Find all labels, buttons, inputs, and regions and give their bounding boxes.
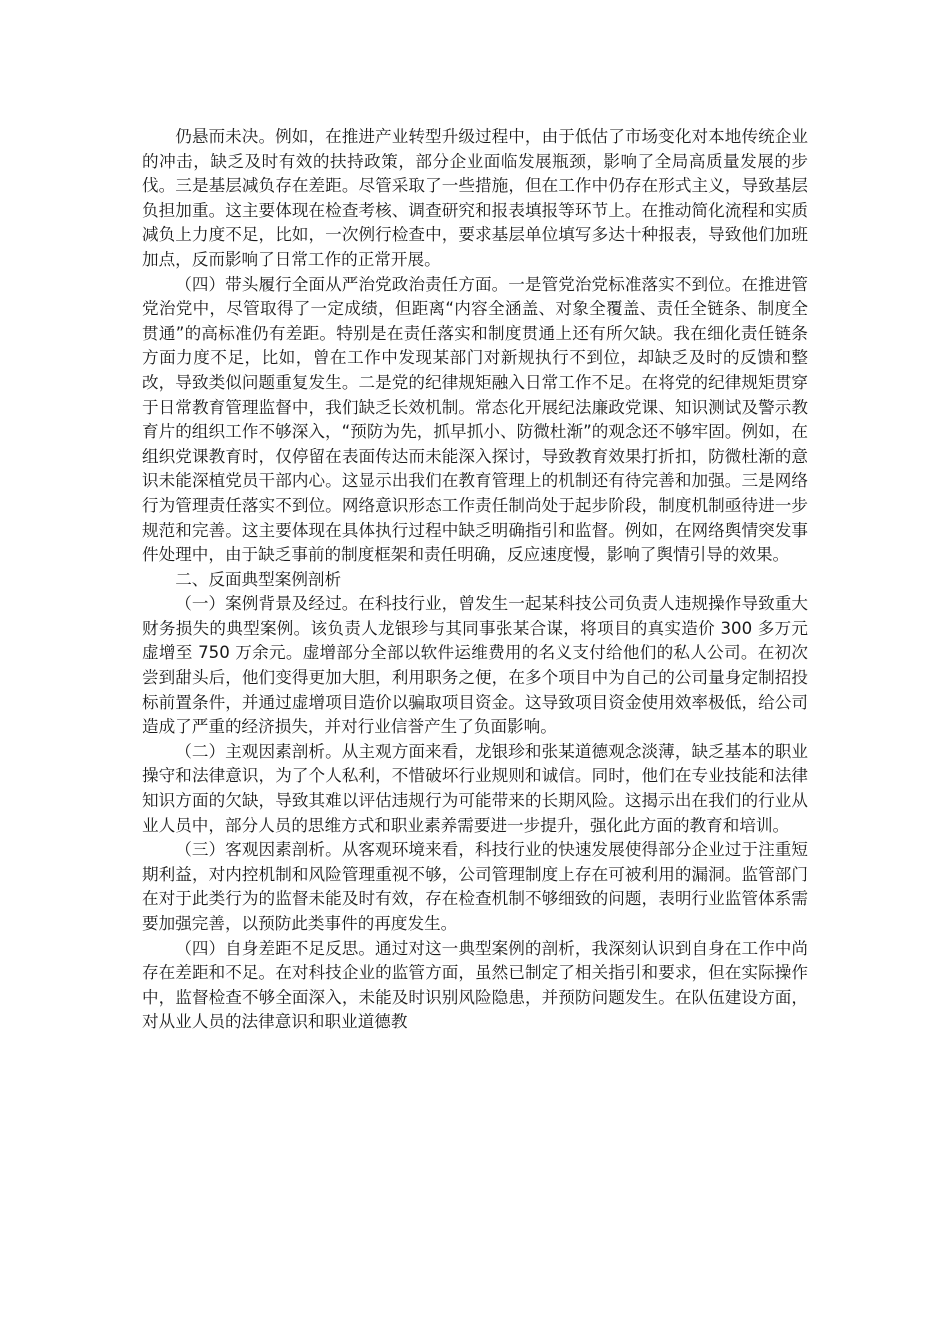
paragraph-grassroots-burden: 仍悬而未决。例如，在推进产业转型升级过程中，由于低估了市场变化对本地传统企业的冲击，缺乏及时有效的扶持政策，部分企业面临发展瓶颈，影响了全局高质量发展的步伐。三是基层减负存在差距。尽管采取了一些措施，但在工作中仍存在形式主义，导致基层负担加重。这主要体现在检查考核、调查研究和报表填报等环节上。在推动简化流程和实质减负上力度不足，比如，一次例行检查中，要求基层单位填写多达十种报表，导致他们加班加点，反而影响了日常工作的正常开展。 [142, 127, 808, 269]
paragraph-objective-factors: （三）客观因素剖析。从客观环境来看，科技行业的快速发展使得部分企业过于注重短期利益，对内控机制和风险管理重视不够，公司管理制度上存在可被利用的漏洞。监管部门在对于此类行为的监督未能及时有效，存在检查机制不够细致的问题，表明行业监管体系需要加强完善，以预防此类事件的再度发生。 [142, 840, 808, 933]
section-heading-case-analysis: 二、反面典型案例剖析 [175, 569, 342, 589]
paragraph-case-background: （一）案例背景及经过。在科技行业，曾发生一起某科技公司负责人违规操作导致重大财务损失的典型案例。该负责人龙银珍与其同事张某合谋，将项目的真实造价 300 多万元虚增至 750 万余元。虚增部分全部以软件运维费用的名义支付给他们的私人公司。在初次尝到甜头后，他们变得更加大胆，利用职务之便，在多个项目中为自己的公司量身定制招投标前置条件，并通过虚增项目造价以骗取项目资金。这导致项目资金使用效率极低，给公司造成了严重的经济损失，并对行业信誉产生了负面影响。 [142, 594, 808, 737]
document-body [142, 125, 808, 1035]
paragraph-subjective-factors: （二）主观因素剖析。从主观方面来看，龙银珍和张某道德观念淡薄，缺乏基本的职业操守和法律意识，为了个人私利，不惜破坏行业规则和诚信。同时，他们在专业技能和法律知识方面的欠缺，导致其难以评估违规行为可能带来的长期风险。这揭示出在我们的行业从业人员中，部分人员的思维方式和职业素养需要进一步提升，强化此方面的教育和培训。 [142, 741, 808, 835]
paragraph-self-reflection: （四）自身差距不足反思。通过对这一典型案例的剖析，我深刻认识到自身在工作中尚存在差距和不足。在对科技企业的监管方面，虽然已制定了相关指引和要求，但在实际操作中，监督检查不够全面深入，未能及时识别风险隐患，并预防问题发生。在队伍建设方面，对从业人员的法律意识和职业道德教 [142, 938, 808, 1032]
paragraph-party-governance: （四）带头履行全面从严治党政治责任方面。一是管党治党标准落实不到位。在推进管党治党中，尽管取得了一定成绩，但距离“内容全涵盖、对象全覆盖、责任全链条、制度全贯通”的高标准仍有差距。特别是在责任落实和制度贯通上还有所欠缺。我在细化责任链条方面力度不足，比如，曾在工作中发现某部门对新规执行不到位，却缺乏及时的反馈和整改，导致类似问题重复发生。二是党的纪律规矩融入日常工作不足。在将党的纪律规矩贯穿于日常教育管理监督中，我们缺乏长效机制。常态化开展纪法廉政党课、知识测试及警示教育片的组织工作不够深入，“预防为先，抓早抓小、防微杜渐”的观念还不够牢固。例如，在组织党课教育时，仅停留在表面传达而未能深入探讨，导致教育效果打折扣，防微杜渐的意识未能深植党员干部内心。这显示出我们在教育管理上的机制还有待完善和加强。三是网络行为管理责任落实不到位。网络意识形态工作责任制尚处于起步阶段，制度机制亟待进一步规范和完善。这主要体现在具体执行过程中缺乏明确指引和监督。例如，在网络舆情突发事件处理中，由于缺乏事前的制度框架和责任明确，反应速度慢，影响了舆情引导的效果。 [142, 274, 808, 565]
